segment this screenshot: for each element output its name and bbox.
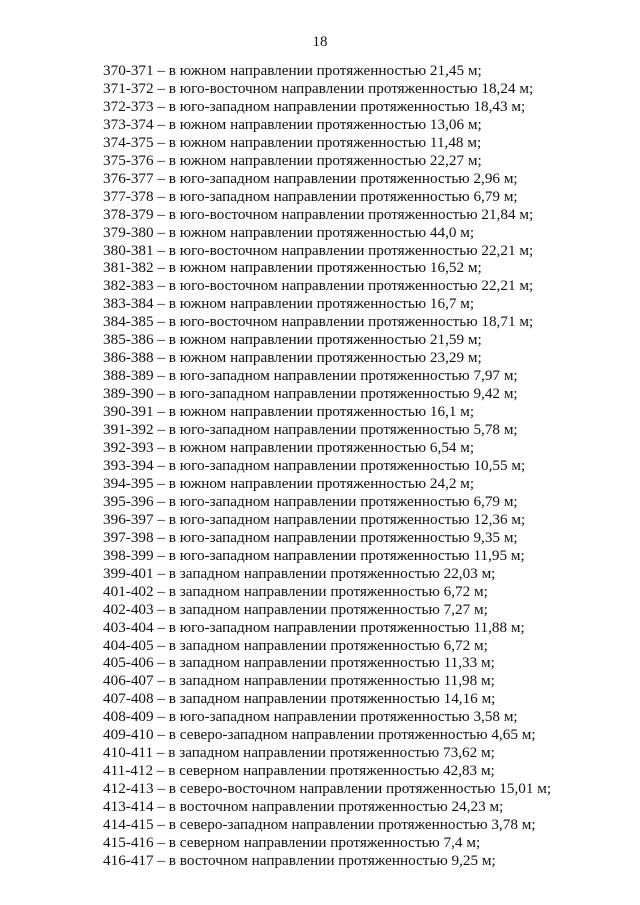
boundary-segment-list bbox=[103, 62, 623, 870]
boundary-segment-line: 385-386 – в южном направлении протяженностью 21,59 м; bbox=[103, 331, 482, 349]
boundary-segment-line: 377-378 – в юго-западном направлении протяженностью 6,79 м; bbox=[103, 187, 518, 205]
boundary-segment-line: 395-396 – в юго-западном направлении протяженностью 6,79 м; bbox=[103, 492, 518, 510]
boundary-segment-line: 396-397 – в юго-западном направлении протяженностью 12,36 м; bbox=[103, 510, 526, 528]
boundary-segment-line: 410-411 – в западном направлении протяженностью 73,62 м; bbox=[103, 744, 495, 762]
boundary-segment-line: 381-382 – в южном направлении протяженностью 16,52 м; bbox=[103, 259, 482, 277]
boundary-segment-line: 405-406 – в западном направлении протяженностью 11,33 м; bbox=[103, 654, 495, 672]
boundary-segment-line: 372-373 – в юго-западном направлении протяженностью 18,43 м; bbox=[103, 97, 526, 115]
page-number: 18 bbox=[312, 34, 328, 50]
boundary-segment-line: 388-389 – в юго-западном направлении протяженностью 7,97 м; bbox=[103, 367, 518, 385]
boundary-segment-line: 403-404 – в юго-западном направлении протяженностью 11,88 м; bbox=[103, 618, 525, 636]
boundary-segment-line: 406-407 – в западном направлении протяженностью 11,98 м; bbox=[103, 672, 495, 690]
boundary-segment-line: 391-392 – в юго-западном направлении протяженностью 5,78 м; bbox=[103, 421, 518, 439]
boundary-segment-line: 397-398 – в юго-западном направлении протяженностью 9,35 м; bbox=[103, 528, 518, 546]
boundary-segment-line: 370-371 – в южном направлении протяженностью 21,45 м; bbox=[103, 62, 482, 79]
boundary-segment-line: 399-401 – в западном направлении протяженностью 22,03 м; bbox=[103, 564, 496, 582]
boundary-segment-line: 407-408 – в западном направлении протяженностью 14,16 м; bbox=[103, 690, 496, 708]
boundary-segment-line: 414-415 – в северо-западном направлении протяженностью 3,78 м; bbox=[103, 816, 536, 834]
boundary-segment-line: 371-372 – в юго-восточном направлении протяженностью 18,24 м; bbox=[103, 79, 534, 97]
boundary-segment-line: 373-374 – в южном направлении протяженностью 13,06 м; bbox=[103, 115, 482, 133]
boundary-segment-line: 379-380 – в южном направлении протяженностью 44,0 м; bbox=[103, 223, 475, 241]
boundary-segment-line: 402-403 – в западном направлении протяженностью 7,27 м; bbox=[103, 600, 488, 618]
boundary-segment-line: 375-376 – в южном направлении протяженностью 22,27 м; bbox=[103, 151, 482, 169]
boundary-segment-line: 389-390 – в юго-западном направлении протяженностью 9,42 м; bbox=[103, 385, 518, 403]
boundary-segment-line: 394-395 – в южном направлении протяженностью 24,2 м; bbox=[103, 474, 475, 492]
boundary-segment-line: 413-414 – в восточном направлении протяженностью 24,23 м; bbox=[103, 798, 504, 816]
boundary-segment-line: 384-385 – в юго-восточном направлении протяженностью 18,71 м; bbox=[103, 313, 534, 331]
boundary-segment-line: 404-405 – в западном направлении протяженностью 6,72 м; bbox=[103, 636, 488, 654]
boundary-segment-line: 411-412 – в северном направлении протяженностью 42,83 м; bbox=[103, 762, 495, 780]
boundary-segment-line: 398-399 – в юго-западном направлении протяженностью 11,95 м; bbox=[103, 546, 525, 564]
boundary-segment-line: 374-375 – в южном направлении протяженностью 11,48 м; bbox=[103, 133, 482, 151]
boundary-segment-line: 415-416 – в северном направлении протяженностью 7,4 м; bbox=[103, 833, 481, 851]
boundary-segment-line: 382-383 – в юго-восточном направлении протяженностью 22,21 м; bbox=[103, 277, 534, 295]
boundary-segment-line: 376-377 – в юго-западном направлении протяженностью 2,96 м; bbox=[103, 169, 518, 187]
boundary-segment-line: 380-381 – в юго-восточном направлении протяженностью 22,21 м; bbox=[103, 241, 534, 259]
boundary-segment-line: 386-388 – в южном направлении протяженностью 23,29 м; bbox=[103, 349, 482, 367]
boundary-segment-line: 383-384 – в южном направлении протяженностью 16,7 м; bbox=[103, 295, 475, 313]
boundary-segment-line: 416-417 – в восточном направлении протяженностью 9,25 м; bbox=[103, 851, 496, 869]
boundary-segment-line: 390-391 – в южном направлении протяженностью 16,1 м; bbox=[103, 403, 475, 421]
boundary-segment-line: 412-413 – в северо-восточном направлении протяженностью 15,01 м; bbox=[103, 780, 552, 798]
boundary-segment-line: 401-402 – в западном направлении протяженностью 6,72 м; bbox=[103, 582, 488, 600]
boundary-segment-line: 392-393 – в южном направлении протяженностью 6,54 м; bbox=[103, 439, 475, 457]
boundary-segment-line: 409-410 – в северо-западном направлении протяженностью 4,65 м; bbox=[103, 726, 536, 744]
boundary-segment-line: 393-394 – в юго-западном направлении протяженностью 10,55 м; bbox=[103, 456, 526, 474]
boundary-segment-line: 378-379 – в юго-восточном направлении протяженностью 21,84 м; bbox=[103, 205, 534, 223]
boundary-segment-line: 408-409 – в юго-западном направлении протяженностью 3,58 м; bbox=[103, 708, 518, 726]
